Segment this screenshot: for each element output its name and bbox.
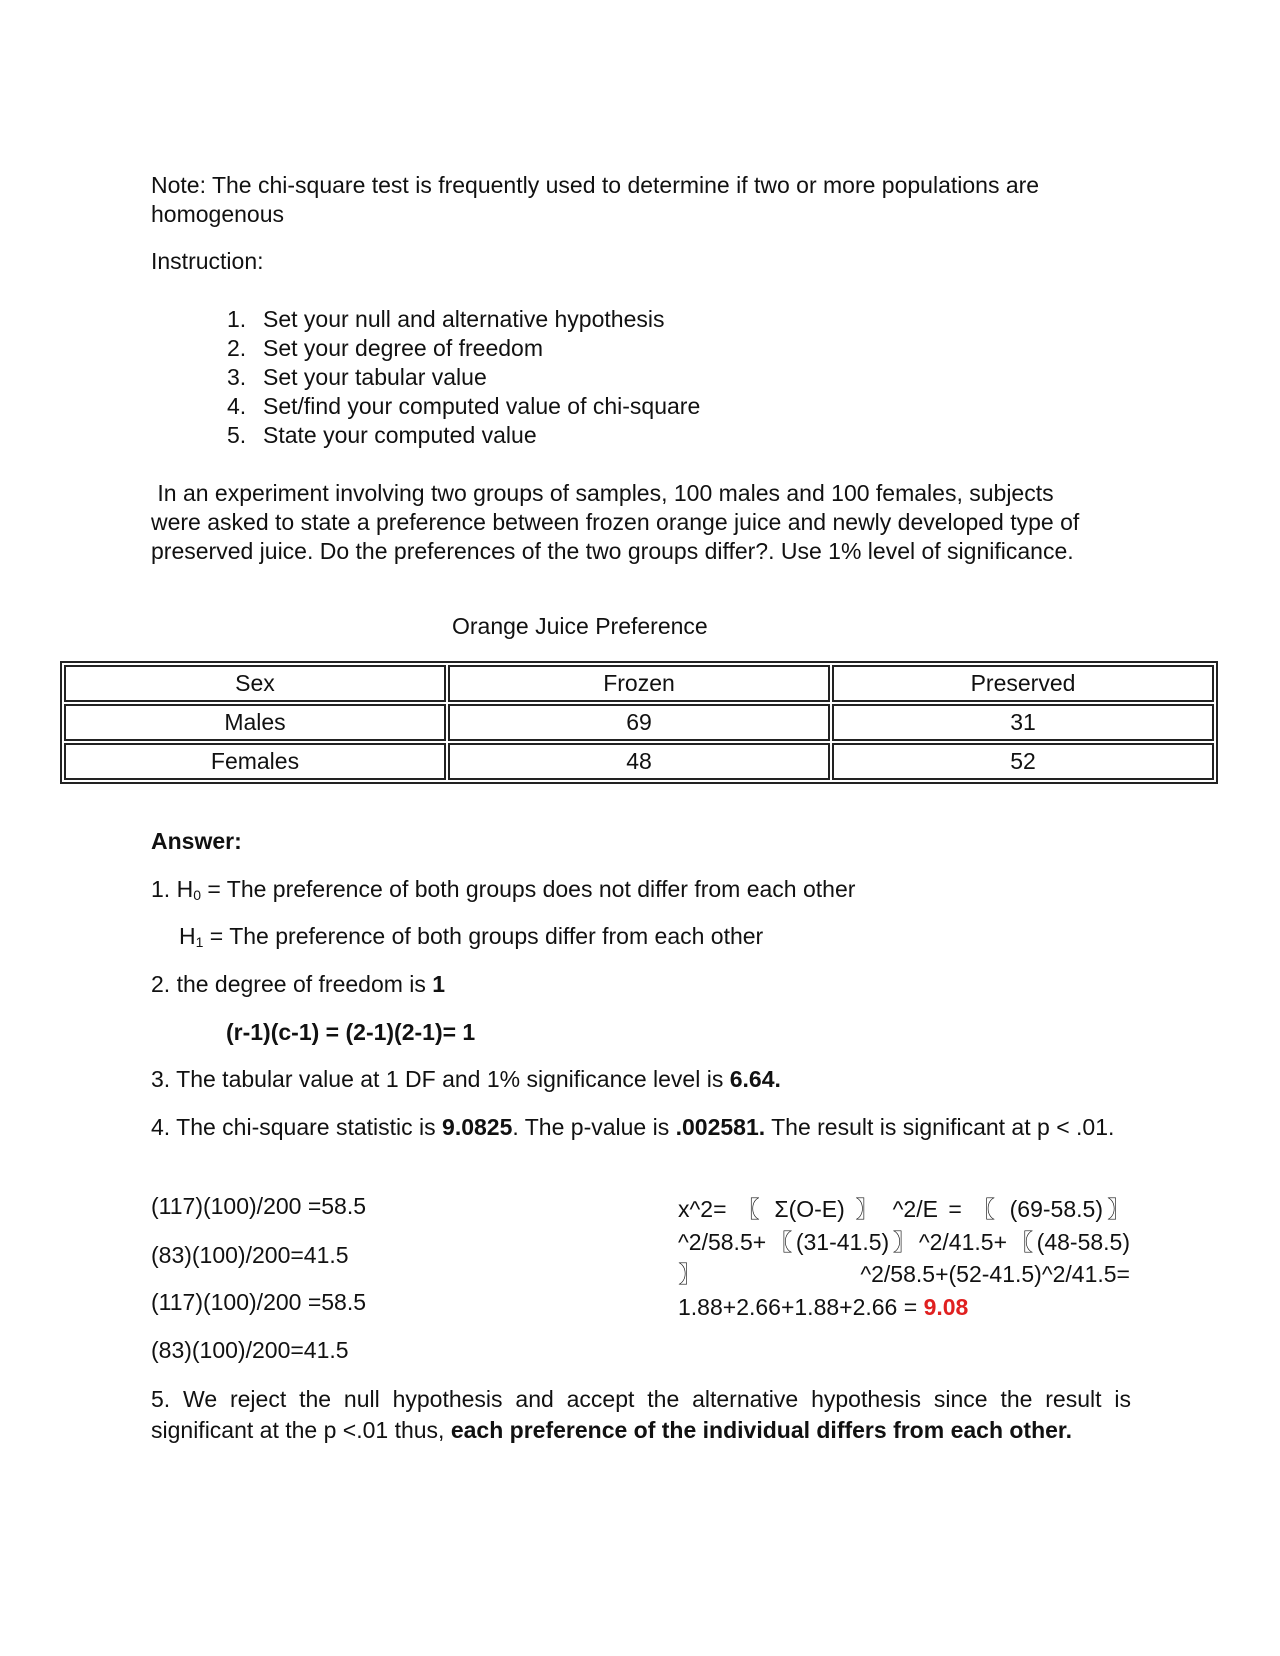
list-item: 1. Set your null and alternative hypothesis <box>227 306 665 332</box>
list-item: 4. Set/find your computed value of chi-square <box>227 393 701 419</box>
table-row <box>64 704 1214 741</box>
table-cell: 31 <box>832 704 1214 741</box>
expected-calc: (83)(100)/200=41.5 <box>151 1242 349 1268</box>
table-row <box>64 743 1214 780</box>
table-title: Orange Juice Preference <box>452 613 708 639</box>
answer-label: Answer: <box>151 828 242 854</box>
list-item: 2. Set your degree of freedom <box>227 335 543 361</box>
list-item: 5. State your computed value <box>227 422 537 448</box>
instruction-label: Instruction: <box>151 248 264 274</box>
conclusion: 5. We reject the null hypothesis and accept the alternative hypothesis since the result is significant at the p <.01 thus, each preference of the individual differs from each other. <box>151 1386 1131 1443</box>
note-paragraph: Note: The chi-square test is frequently used to determine if two or more populations are homogenous <box>151 172 1040 227</box>
alternative-hypothesis: $H_1$ = The preference of both groups differ from each other <box>179 923 764 950</box>
expected-calc: (117)(100)/200 =58.5 <box>151 1193 367 1219</box>
null-hypothesis: 1. $H_0$ = The preference of both groups does not differ from each other <box>151 876 856 903</box>
tabular-value: 3. The tabular value at 1 DF and 1% significance level is 6.64. <box>151 1066 781 1092</box>
preference-table <box>60 661 1218 784</box>
expected-calc: (83)(100)/200=41.5 <box>151 1337 349 1363</box>
table-cell: Females <box>64 743 446 780</box>
table-cell: 48 <box>448 743 830 780</box>
list-item: 3. Set your tabular value <box>227 364 487 390</box>
table-header-row <box>64 665 1214 702</box>
expected-calc: (117)(100)/200 =58.5 <box>151 1289 367 1315</box>
degree-of-freedom: 2. the degree of freedom is 1 <box>151 971 446 997</box>
table-cell: Males <box>64 704 446 741</box>
instruction-list <box>227 305 1207 450</box>
header-cell: Frozen <box>448 665 830 702</box>
formula-result: 9.08 <box>923 1293 969 1320</box>
header-cell: Preserved <box>832 665 1214 702</box>
header-cell: Sex <box>64 665 446 702</box>
problem-paragraph: In an experiment involving two groups of samples, 100 males and 100 females, subjects were asked to state a preference between frozen orange juice and newly developed type of preserved juice. Do the preferences of the two groups differ?. Use 1% level of significance. <box>151 480 1086 564</box>
chi-square-formula: x^2= 〖 Σ(O-E) 〗 ^2/E = 〖 (69-58.5)〗^2/58.5+〖(31-41.5)〗^2/41.5+〖(48-58.5) 〗 ^2/58.5+(52-41.5)^2/41.5= 1.88+2.66+1.88+2.66 = 9.08 <box>678 1196 1130 1320</box>
chi-square-statistic: 4. The chi-square statistic is 9.0825. The p-value is .002581. The result is significant at p < .01. <box>151 1114 1115 1140</box>
df-formula: (r-1)(c-1) = (2-1)(2-1)= 1 <box>226 1019 476 1045</box>
table-cell: 52 <box>832 743 1214 780</box>
table-cell: 69 <box>448 704 830 741</box>
